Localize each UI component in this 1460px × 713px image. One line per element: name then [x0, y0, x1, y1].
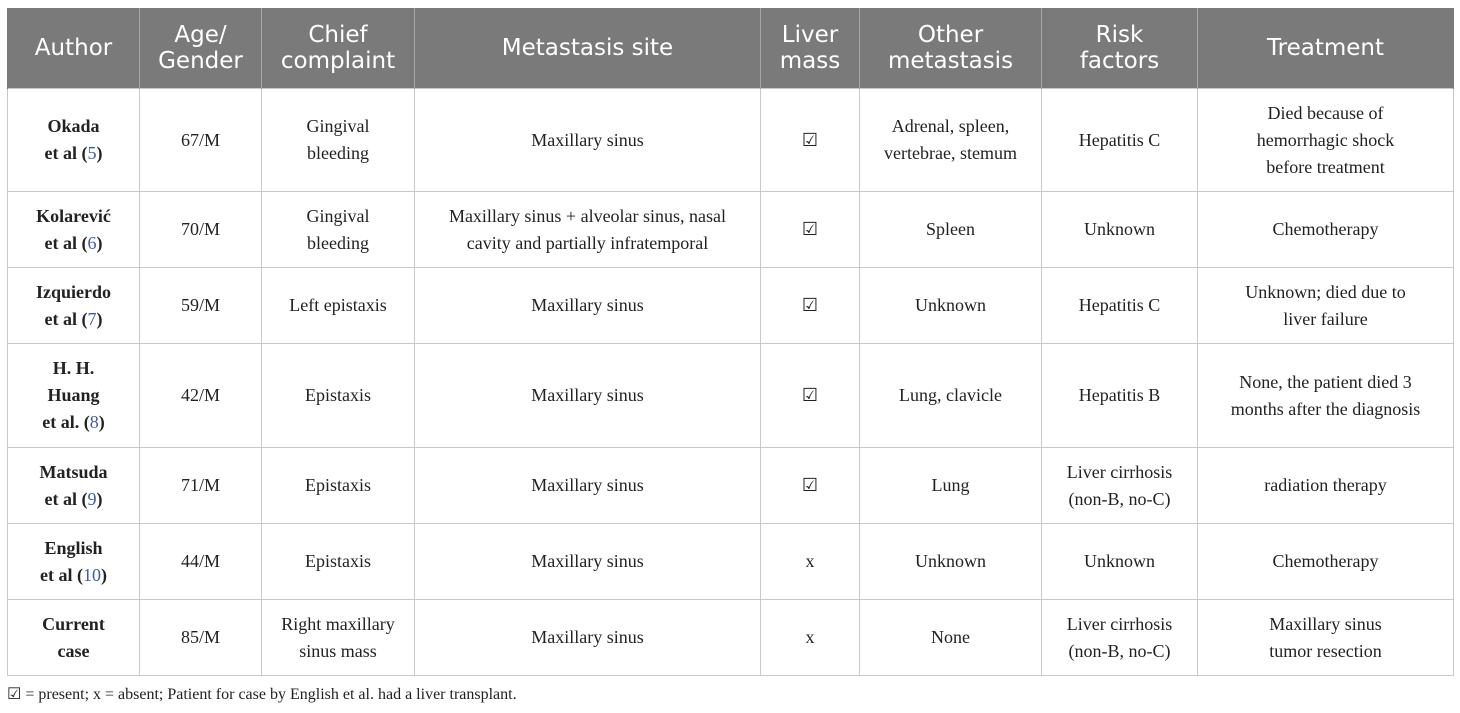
age-gender-cell: 70/M: [140, 192, 262, 268]
other-metastasis-cell: None: [860, 600, 1042, 676]
chief-complaint-cell: Epistaxis: [262, 448, 415, 524]
liver-mass-cell: ☑: [761, 268, 860, 344]
header-author: Author: [8, 8, 140, 89]
metastasis-site-cell: Maxillary sinus: [415, 268, 761, 344]
age-gender-cell: 67/M: [140, 89, 262, 192]
header-liver-mass: Liver mass: [761, 8, 860, 89]
author-cell: [8, 192, 140, 268]
author-cell: [8, 448, 140, 524]
author-cell: [8, 524, 140, 600]
age-gender-cell: 59/M: [140, 268, 262, 344]
metastasis-site-cell: Maxillary sinus: [415, 524, 761, 600]
author-cell: [8, 344, 140, 448]
author-suffix: ): [96, 308, 103, 329]
table-row: [8, 192, 1454, 268]
other-metastasis-cell: Spleen: [860, 192, 1042, 268]
treatment-cell: Unknown; died due to liver failure: [1198, 268, 1454, 344]
author-name: H. H. Huang et al. (: [42, 358, 100, 432]
author-name: Matsuda et al (: [39, 461, 108, 509]
treatment-cell: Maxillary sinus tumor resection: [1198, 600, 1454, 676]
table-body: [8, 89, 1454, 676]
liver-mass-cell: ☑: [761, 344, 860, 448]
reference-link[interactable]: 6: [87, 232, 97, 253]
table-footnote: ☑ = present; x = absent; Patient for case by English et al. had a liver transplant.: [7, 686, 517, 703]
reference-link[interactable]: 10: [82, 564, 101, 585]
author-name: English et al (: [40, 537, 103, 585]
author-suffix: ): [96, 488, 103, 509]
treatment-cell: None, the patient died 3 months after the diagnosis: [1198, 344, 1454, 448]
treatment-cell: Died because of hemorrhagic shock before treatment: [1198, 89, 1454, 192]
header-metastasis-site: Metastasis site: [415, 8, 761, 89]
author-cell: [8, 89, 140, 192]
table-row: [8, 344, 1454, 448]
author-suffix: ): [96, 232, 103, 253]
table-row: [8, 89, 1454, 192]
chief-complaint-cell: Left epistaxis: [262, 268, 415, 344]
other-metastasis-cell: Unknown: [860, 524, 1042, 600]
age-gender-cell: 71/M: [140, 448, 262, 524]
liver-mass-cell: ☑: [761, 89, 860, 192]
table-row: [8, 268, 1454, 344]
risk-factors-cell: Liver cirrhosis (non-B, no-C): [1042, 600, 1198, 676]
other-metastasis-cell: Adrenal, spleen, vertebrae, stemum: [860, 89, 1042, 192]
metastasis-site-cell: Maxillary sinus: [415, 600, 761, 676]
header-chief-complaint: Chief complaint: [262, 8, 415, 89]
author-name: Current case: [42, 613, 105, 661]
reference-link[interactable]: 7: [87, 308, 97, 329]
author-name: Izquierdo et al (: [35, 281, 111, 329]
author-suffix: ): [100, 564, 107, 585]
reference-link[interactable]: 5: [87, 143, 97, 163]
author-name: Okada et al (: [44, 116, 100, 163]
liver-mass-cell: x: [761, 524, 860, 600]
table-row: [8, 524, 1454, 600]
case-comparison-table: [7, 8, 1454, 676]
reference-link[interactable]: 9: [87, 488, 97, 509]
header-age-gender: Age/ Gender: [140, 8, 262, 89]
risk-factors-cell: Hepatitis C: [1042, 268, 1198, 344]
table-container: [7, 8, 1453, 676]
age-gender-cell: 85/M: [140, 600, 262, 676]
table-row: [8, 600, 1454, 676]
age-gender-cell: 42/M: [140, 344, 262, 448]
author-cell: [8, 600, 140, 676]
liver-mass-cell: ☑: [761, 448, 860, 524]
other-metastasis-cell: Lung: [860, 448, 1042, 524]
treatment-cell: Chemotherapy: [1198, 524, 1454, 600]
treatment-cell: Chemotherapy: [1198, 192, 1454, 268]
header-row: [8, 8, 1454, 89]
chief-complaint-cell: Gingival bleeding: [262, 192, 415, 268]
chief-complaint-cell: Right maxillary sinus mass: [262, 600, 415, 676]
risk-factors-cell: Liver cirrhosis (non-B, no-C): [1042, 448, 1198, 524]
risk-factors-cell: Unknown: [1042, 524, 1198, 600]
header-other-metastasis: Other metastasis: [860, 8, 1042, 89]
author-cell: [8, 268, 140, 344]
author-suffix: ): [96, 143, 103, 163]
chief-complaint-cell: Epistaxis: [262, 524, 415, 600]
chief-complaint-cell: Gingival bleeding: [262, 89, 415, 192]
author-name: Kolarević et al (: [36, 205, 111, 253]
liver-mass-cell: x: [761, 600, 860, 676]
metastasis-site-cell: Maxillary sinus: [415, 344, 761, 448]
age-gender-cell: 44/M: [140, 524, 262, 600]
risk-factors-cell: Unknown: [1042, 192, 1198, 268]
other-metastasis-cell: Unknown: [860, 268, 1042, 344]
risk-factors-cell: Hepatitis C: [1042, 89, 1198, 192]
liver-mass-cell: ☑: [761, 192, 860, 268]
other-metastasis-cell: Lung, clavicle: [860, 344, 1042, 448]
metastasis-site-cell: Maxillary sinus + alveolar sinus, nasal cavity and partially infratemporal: [415, 192, 761, 268]
treatment-cell: radiation therapy: [1198, 448, 1454, 524]
reference-link[interactable]: 8: [89, 412, 99, 432]
header-treatment: Treatment: [1198, 8, 1454, 89]
table-row: [8, 448, 1454, 524]
chief-complaint-cell: Epistaxis: [262, 344, 415, 448]
metastasis-site-cell: Maxillary sinus: [415, 89, 761, 192]
author-suffix: ): [98, 412, 105, 432]
risk-factors-cell: Hepatitis B: [1042, 344, 1198, 448]
header-risk-factors: Risk factors: [1042, 8, 1198, 89]
metastasis-site-cell: Maxillary sinus: [415, 448, 761, 524]
